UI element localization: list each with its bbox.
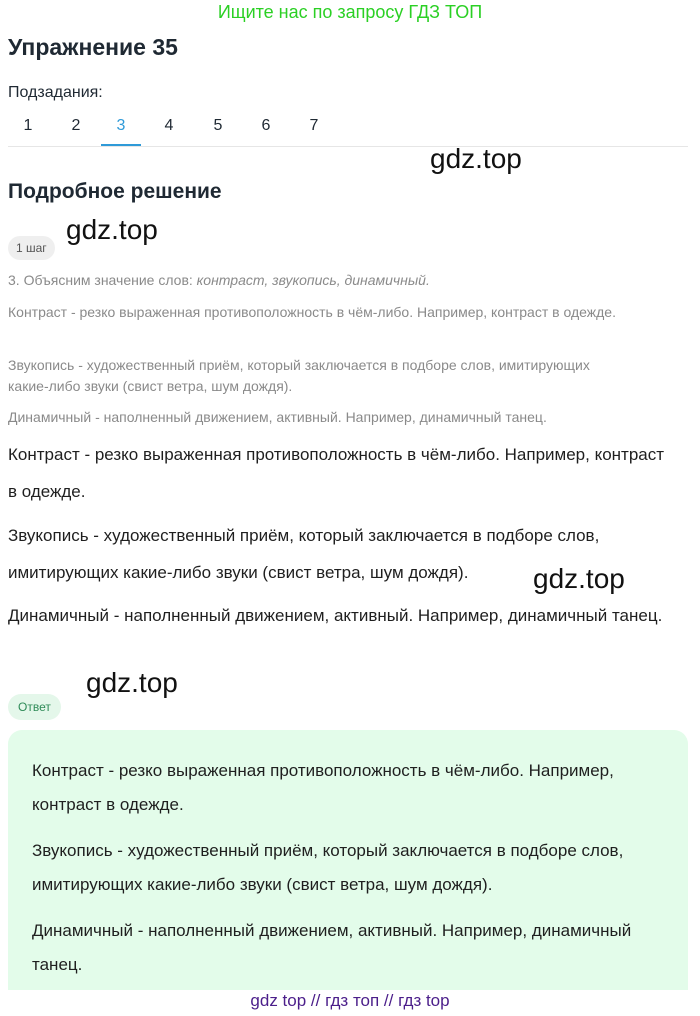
tab-7[interactable]: 7	[309, 117, 319, 134]
watermark: gdz.top	[430, 143, 522, 174]
answer-paragraph: Контраст - резко выраженная противоположность в чём-либо. Например, контраст в одежде.	[32, 761, 614, 814]
step-badge: 1 шаг	[8, 236, 55, 260]
gray-paragraph: Динамичный - наполненный движением, активный. Например, динамичный танец.	[8, 409, 547, 425]
watermark: gdz.top	[533, 563, 625, 594]
tab-5[interactable]: 5	[213, 117, 223, 134]
tab-6[interactable]: 6	[261, 117, 271, 134]
page-title: Упражнение 35	[8, 34, 178, 60]
tab-2[interactable]: 2	[71, 117, 81, 134]
answer-paragraph: Звукопись - художественный приём, который заключается в подборе слов, имитирующих какие-либо звуки (свист ветра, шум дождя).	[32, 841, 624, 894]
footer-links: gdz top // гдз топ // гдз top	[250, 991, 450, 1010]
solution-paragraph: Контраст - резко выраженная противоположность в чём-либо. Например, контраст в одежде.	[8, 445, 665, 501]
search-banner: Ищите нас по запросу ГДЗ ТОП	[217, 2, 483, 22]
watermark: gdz.top	[86, 667, 178, 698]
gray-paragraph: Контраст - резко выраженная противоположность в чём-либо. Например, контраст в одежде.	[8, 304, 616, 320]
task-prefix: 3. Объясним значение слов:	[8, 272, 197, 288]
subtask-tabs	[8, 108, 688, 147]
solution-heading: Подробное решение	[8, 180, 222, 203]
answer-box	[8, 730, 688, 990]
subtasks-label: Подзадания:	[8, 84, 103, 101]
gray-paragraph: Звукопись - художественный приём, который заключается в подборе слов, имитирующих какие-либо звуки (свист ветра, шум дождя).	[8, 357, 590, 394]
solution-paragraph: Звукопись - художественный приём, который заключается в подборе слов, имитирующих какие-либо звуки (свист ветра, шум дождя).	[8, 526, 600, 582]
task-words: контраст, звукопись, динамичный.	[196, 272, 430, 288]
answer-badge: Ответ	[8, 694, 61, 720]
task-statement	[8, 270, 680, 291]
solution-paragraph: Динамичный - наполненный движением, активный. Например, динамичный танец.	[8, 606, 663, 625]
watermark: gdz.top	[66, 214, 158, 245]
answer-paragraph: Динамичный - наполненный движением, активный. Например, динамичный танец.	[32, 921, 632, 974]
tab-1[interactable]: 1	[23, 117, 33, 134]
tab-3[interactable]: 3	[101, 108, 141, 146]
tab-4[interactable]: 4	[164, 117, 174, 134]
